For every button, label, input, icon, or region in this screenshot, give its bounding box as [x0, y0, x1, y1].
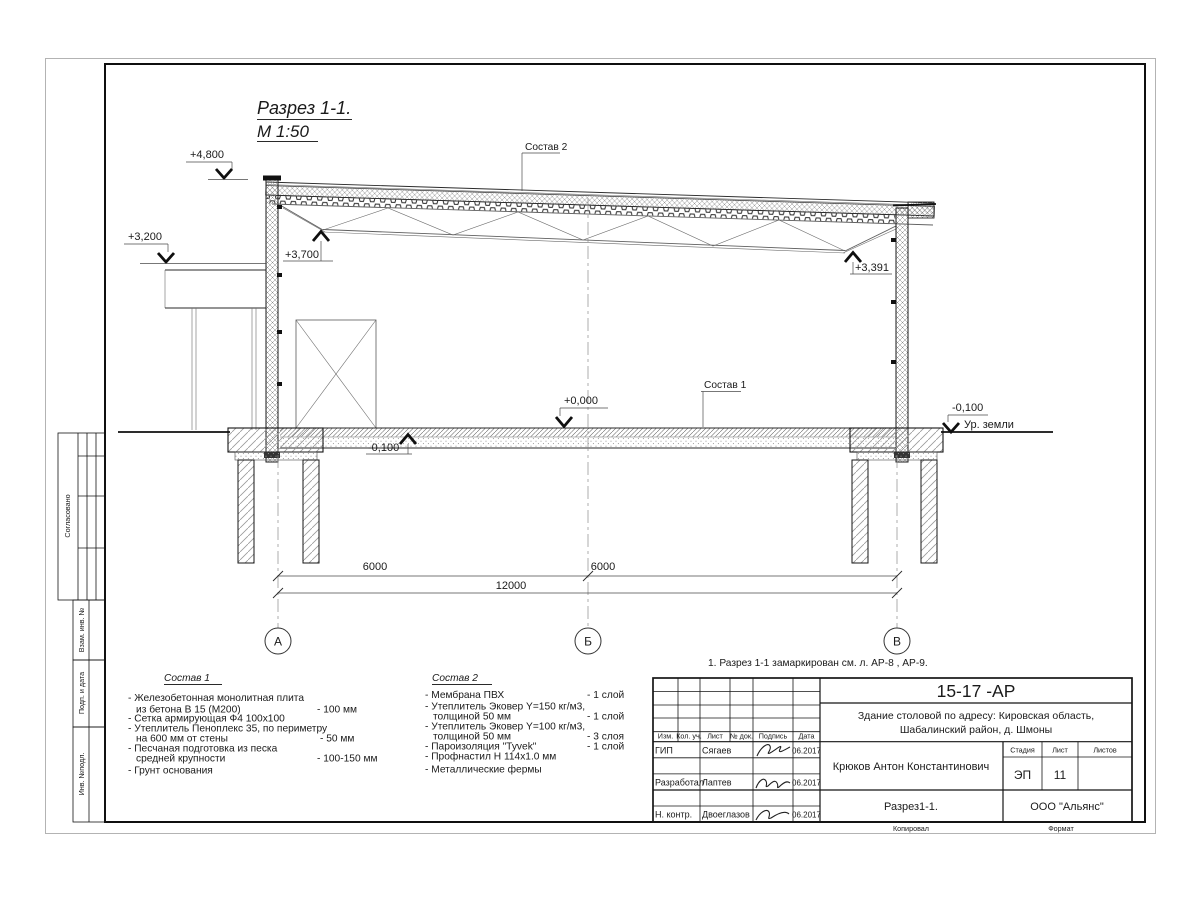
dim-span-right: 6000 — [590, 561, 616, 573]
elevation-canopy-value: +3,200 — [128, 231, 162, 243]
row-role: Н. контр. — [655, 809, 693, 820]
list-line: - Металлические фермы — [425, 764, 542, 776]
elevation-truss-left — [283, 232, 333, 262]
callout-floor — [701, 380, 747, 427]
list-line: из бетона В 15 (М200) — [136, 704, 241, 716]
col-sign: Подпись — [758, 731, 788, 741]
row-date: 06.2017 — [792, 746, 821, 756]
sostav1-title: Состав 1 — [164, 673, 210, 684]
title-block — [653, 678, 1132, 833]
elevation-ground-right — [943, 402, 1014, 432]
list-line: - Песчаная подготовка из песка — [128, 743, 278, 755]
layer-list-sostav1 — [128, 673, 377, 777]
callout-roof — [522, 142, 568, 191]
axis-b-label: Б — [584, 634, 592, 649]
view-title — [257, 98, 352, 142]
list-line: - Грунт основания — [128, 765, 213, 777]
list-value: - 100-150 мм — [317, 753, 378, 765]
author-name: Крюков Антон Константинович — [832, 761, 990, 773]
elevation-truss-right-value: +3,391 — [855, 262, 889, 274]
col-kol: Кол. уч. — [676, 731, 702, 741]
axis-v-label: В — [892, 634, 902, 649]
list-value: - 1 слой — [587, 690, 625, 701]
list-value: - 50 мм — [320, 733, 355, 745]
row-name: Лаптев — [702, 777, 732, 788]
row-date: 06.2017 — [792, 778, 821, 788]
drawing-name: Разрез1-1. — [883, 801, 939, 813]
signature — [756, 810, 789, 820]
margin-label-vzam: Взам. инв. № — [77, 607, 86, 653]
col-izm: Изм. — [657, 731, 674, 741]
footer-copy: Копировал — [892, 824, 930, 833]
list-line: на 600 мм от стены — [136, 733, 228, 745]
dimension-lines — [273, 561, 902, 598]
axis-a-label: А — [273, 634, 283, 649]
foundation-axis-v — [850, 428, 943, 563]
elevation-truss-left-value: +3,700 — [285, 249, 319, 261]
margin-stamp-boxes — [58, 433, 105, 822]
list-value: - 1 слой — [587, 711, 625, 723]
elevation-slab-left-value: -0,100 — [368, 442, 400, 454]
list-line: - Утеплитель Эковер Y=100 кг/м3, — [425, 721, 586, 733]
list-line: толщиной 50 мм — [433, 711, 511, 723]
layer-list-sostav2 — [425, 673, 624, 776]
row-name: Сягаев — [702, 745, 732, 756]
entrance-canopy — [165, 270, 266, 430]
wall-axis-a — [263, 176, 282, 463]
wall-axis-v — [891, 204, 936, 462]
sheet-label: Лист — [1052, 745, 1068, 755]
sheet-number: 11 — [1053, 768, 1067, 782]
list-line: средней крупности — [136, 753, 226, 765]
stage-value: ЭП — [1013, 768, 1032, 782]
doc-code: 15-17 -АР — [936, 681, 1016, 701]
footer-format: Формат — [1048, 824, 1074, 833]
sheets-label: Листов — [1093, 745, 1117, 755]
ground-level-label: Ур. земли — [964, 419, 1014, 431]
elevation-truss-right — [845, 253, 892, 275]
list-value: - 1 слой — [587, 741, 625, 753]
list-line: - Утеплитель Эковер Y=150 кг/м3, — [425, 701, 586, 713]
list-value: - 3 слоя — [587, 731, 625, 743]
row-role: ГИП — [655, 745, 673, 756]
col-list: Лист — [707, 731, 723, 741]
roof-assembly — [265, 182, 934, 225]
list-line: - Сетка армирующая Ф4 100х100 — [128, 713, 285, 725]
row-date: 06.2017 — [792, 810, 821, 820]
stage-label: Стадия — [1010, 745, 1035, 755]
project-line2: Шабалинский район, д. Шмоны — [899, 724, 1053, 736]
sostav2-title: Состав 2 — [432, 673, 478, 684]
company-name: ООО "Альянс" — [1030, 801, 1104, 813]
elevation-parapet-value: +4,800 — [190, 149, 224, 161]
axis-bubbles — [265, 628, 910, 654]
view-title-text: Разрез 1-1. — [257, 98, 352, 118]
list-line: - Пароизоляция "Tyvek" — [425, 741, 537, 753]
signature — [757, 745, 790, 756]
list-line: - Мембрана ПВХ — [425, 690, 505, 701]
col-date: Дата — [798, 731, 815, 741]
list-line: - Железобетонная монолитная плита — [128, 693, 305, 704]
margin-label-agreed: Согласовано — [63, 494, 72, 538]
list-value: - 100 мм — [317, 704, 358, 716]
view-scale-text: М 1:50 — [257, 122, 309, 141]
dim-total: 12000 — [495, 580, 527, 592]
margin-label-podp: Подп. и дата — [77, 671, 86, 715]
list-line: толщиной 50 мм — [433, 731, 511, 743]
row-role: Разработал — [655, 777, 704, 788]
elevation-ground-right-value: -0,100 — [952, 402, 984, 414]
list-line: - Утеплитель Пеноплекс 35, по периметру — [128, 723, 328, 735]
margin-label-inv: Инв. №подл. — [77, 752, 86, 796]
project-line1: Здание столовой по адресу: Кировская область, — [857, 710, 1095, 722]
callout-roof-label: Состав 2 — [525, 142, 568, 153]
floor-slab — [228, 428, 943, 448]
col-doc: № док. — [729, 731, 754, 741]
sheet-note: 1. Разрез 1-1 замаркирован см. л. АР-8 , АР-9. — [708, 658, 928, 669]
elevation-floor — [556, 395, 608, 427]
row-name: Двоеглазов — [702, 809, 750, 820]
elevation-floor-value: +0,000 — [564, 395, 598, 407]
interior-opening — [296, 320, 376, 428]
foundation-axis-a — [228, 428, 323, 563]
dim-span-left: 6000 — [362, 561, 388, 573]
callout-floor-label: Состав 1 — [704, 380, 747, 391]
elevation-parapet — [186, 149, 248, 180]
list-line: - Профнастил Н 114х1.0 мм — [425, 751, 557, 763]
elevation-canopy — [124, 231, 266, 264]
signature — [756, 779, 790, 788]
